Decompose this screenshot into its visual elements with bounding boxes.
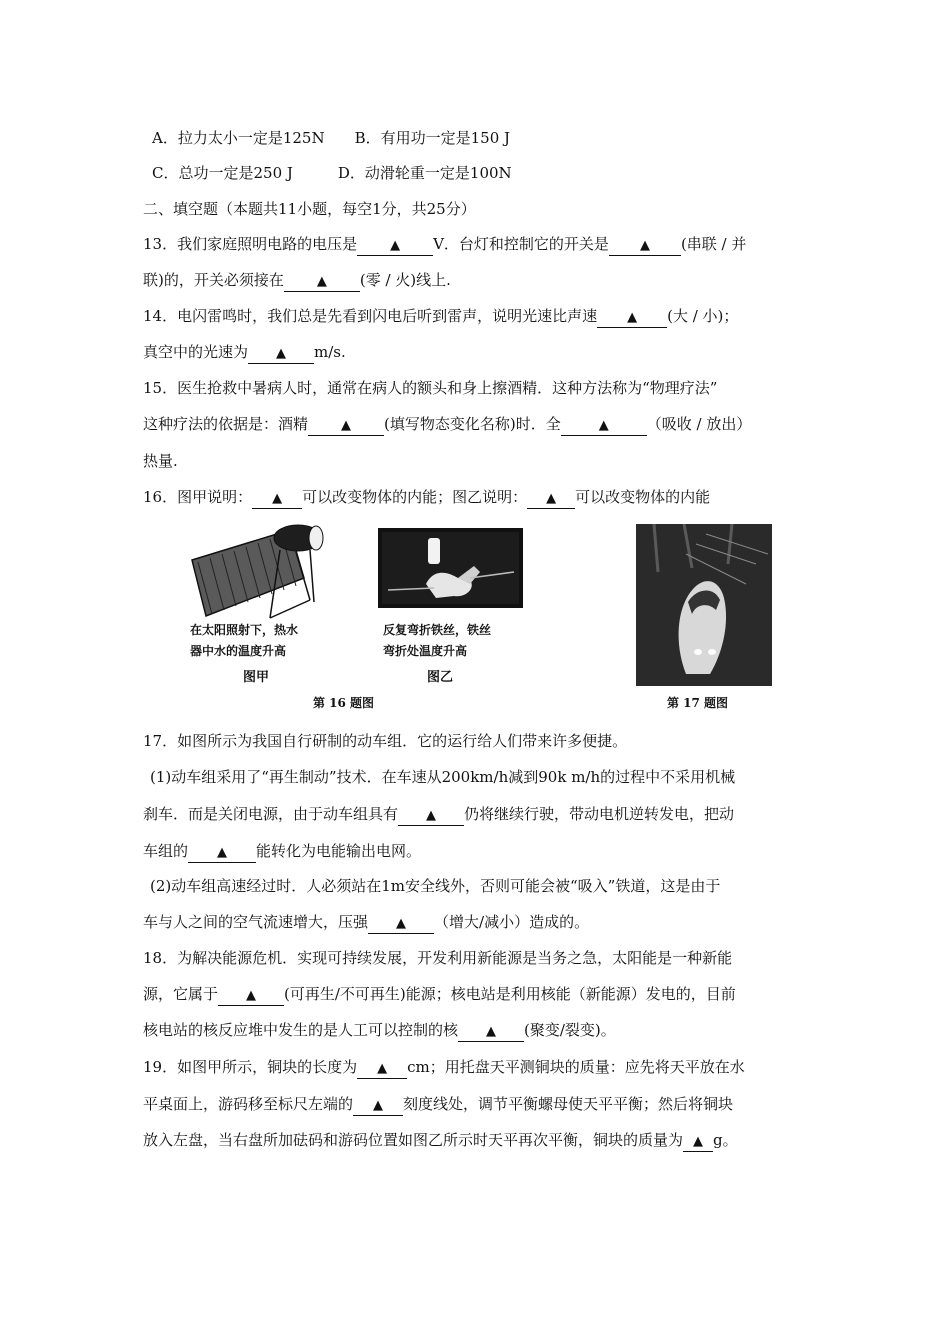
answer-blank[interactable] — [597, 307, 667, 328]
figure-jia-caption-1: 在太阳照射下，热水 — [190, 623, 299, 637]
solar-water-heater-figure — [186, 520, 326, 624]
q16-line: 16．图甲说明： ▲ 可以改变物体的内能；图乙说明： ▲ 可以改变物体的内能 — [143, 487, 710, 509]
q13-line-1: 13．我们家庭照明电路的电压是 ▲ V．台灯和控制它的开关是 ▲ (串联 / 并 — [143, 234, 746, 256]
q17-part1-line-1: (1)动车组采用了“再生制动”技术．在车速从200km/h减到90k m/h的过程中不采用机械 — [150, 768, 736, 786]
q19-line-1: 19．如图甲所示，铜块的长度为 ▲ cm；用托盘天平测铜块的质量：应先将天平放在水 — [143, 1057, 745, 1079]
q14-line-2: 真空中的光速为 ▲ m/s. — [143, 342, 346, 364]
figure-yi-label: 图乙 — [427, 670, 454, 685]
bending-wire-figure — [378, 528, 523, 608]
triangle-icon: ▲ — [217, 845, 228, 860]
triangle-icon: ▲ — [272, 491, 283, 506]
q15-line-3: 热量. — [143, 452, 178, 470]
answer-blank[interactable] — [188, 842, 256, 863]
q17-part1-line-2: 刹车．而是关闭电源，由于动车组具有 ▲ 仍将继续行驶，带动电机逆转发电，把动 — [143, 804, 734, 826]
triangle-icon: ▲ — [546, 491, 557, 506]
q17-part2-line-1: (2)动车组高速经过时．人必须站在1m安全线外，否则可能会被“吸入”铁道，这是由于 — [150, 877, 721, 895]
triangle-icon: ▲ — [373, 1098, 384, 1113]
answer-blank[interactable] — [398, 805, 464, 826]
q17-part2-line-2: 车与人之间的空气流速增大，压强 ▲ （增大/减小）造成的。 — [143, 912, 589, 934]
figure-17-title: 第 17 题图 — [667, 696, 729, 710]
triangle-icon: ▲ — [341, 418, 352, 433]
q18-line-3: 核电站的核反应堆中发生的是人工可以控制的核 ▲ (聚变/裂变)。 — [143, 1020, 616, 1042]
triangle-icon: ▲ — [693, 1134, 704, 1149]
q15-line-2: 这种疗法的依据是：酒精 ▲ (填写物态变化名称)时．全 ▲ （吸收 / 放出） — [143, 414, 751, 436]
q19-line-2: 平桌面上，游码移至标尺左端的 ▲ 刻度线处，调节平衡螺母使天平平衡；然后将铜块 — [143, 1094, 733, 1116]
q15-line-1: 15．医生抢救中暑病人时，通常在病人的额头和身上擦酒精．这种方法称为“物理疗法” — [143, 379, 718, 397]
triangle-icon: ▲ — [598, 418, 609, 433]
q17-part1-line-3: 车组的 ▲ 能转化为电能输出电网。 — [143, 841, 421, 863]
answer-blank[interactable] — [308, 415, 384, 436]
answer-blank[interactable] — [609, 235, 681, 256]
triangle-icon: ▲ — [426, 808, 437, 823]
figure-yi-caption-1: 反复弯折铁丝，铁丝 — [383, 623, 492, 637]
q18-line-1: 18．为解决能源危机．实现可持续发展，开发利用新能源是当务之急，太阳能是一种新能 — [143, 949, 733, 967]
triangle-icon: ▲ — [396, 916, 407, 931]
q14-line-1: 14．电闪雷鸣时，我们总是先看到闪电后听到雷声，说明光速比声速 ▲ (大 / 小)； — [143, 306, 738, 328]
answer-blank[interactable] — [252, 488, 302, 509]
triangle-icon: ▲ — [639, 238, 650, 253]
answer-blank[interactable] — [357, 1058, 407, 1079]
answer-blank[interactable] — [248, 343, 314, 364]
answer-blank[interactable] — [458, 1021, 524, 1042]
triangle-icon: ▲ — [390, 238, 401, 253]
high-speed-train-figure — [636, 524, 772, 686]
triangle-icon: ▲ — [246, 988, 257, 1003]
answer-blank[interactable] — [218, 985, 284, 1006]
triangle-icon: ▲ — [316, 274, 327, 289]
q18-line-2: 源，它属于 ▲ (可再生/不可再生)能源；核电站是利用核能（新能源）发电的，目前 — [143, 984, 736, 1006]
answer-blank[interactable] — [357, 235, 433, 256]
figure-yi-caption-2: 弯折处温度升高 — [383, 644, 468, 658]
triangle-icon: ▲ — [627, 310, 638, 325]
q13-line-2: 联)的，开关必须接在 ▲ (零 / 火)线上. — [143, 270, 451, 292]
answer-blank[interactable] — [561, 415, 647, 436]
q19-line-3: 放入左盘，当右盘所加砝码和游码位置如图乙所示时天平再次平衡，铜块的质量为 ▲ g。 — [143, 1130, 738, 1152]
triangle-icon: ▲ — [377, 1061, 388, 1076]
answer-blank[interactable] — [368, 913, 434, 934]
figure-jia-label: 图甲 — [243, 670, 270, 685]
section-title-fill-in: 二、填空题（本题共11小题，每空1分，共25分） — [143, 200, 476, 218]
answer-blank[interactable] — [284, 271, 360, 292]
answer-blank[interactable] — [353, 1095, 403, 1116]
triangle-icon: ▲ — [486, 1024, 497, 1039]
q17-intro: 17．如图所示为我国自行研制的动车组．它的运行给人们带来许多便捷。 — [143, 732, 628, 750]
answer-blank[interactable] — [683, 1131, 713, 1152]
option-a-b: A．拉力太小一定是125N B．有用功一定是150 J — [152, 129, 511, 147]
figure-jia-caption-2: 器中水的温度升高 — [190, 644, 287, 658]
figure-16-title: 第 16 题图 — [313, 696, 375, 710]
option-c-d: C．总功一定是250 J D．动滑轮重一定是100N — [152, 164, 512, 182]
answer-blank[interactable] — [527, 488, 575, 509]
triangle-icon: ▲ — [276, 346, 287, 361]
